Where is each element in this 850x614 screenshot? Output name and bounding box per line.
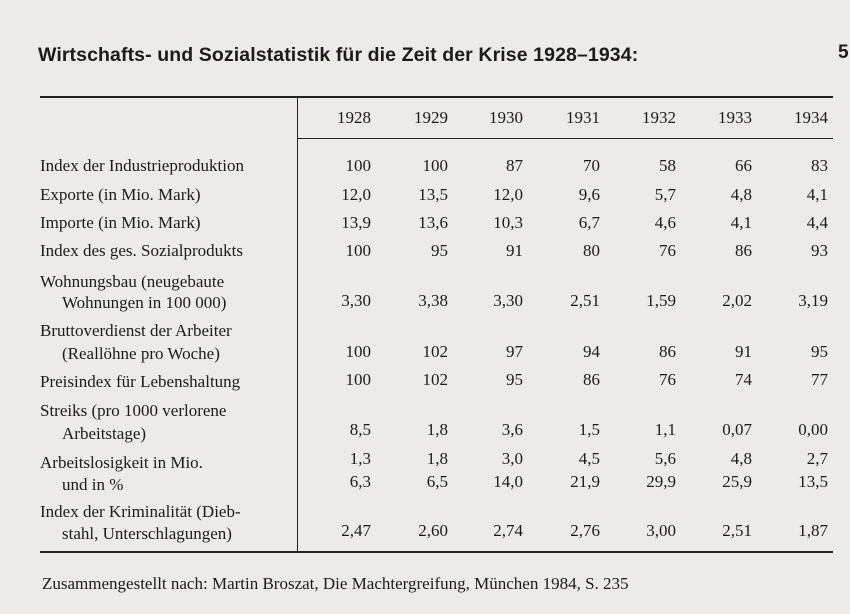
table-cell: 77 xyxy=(811,370,828,389)
row-label: Index der Industrieproduktion xyxy=(40,156,244,175)
table-cell: 2,47 xyxy=(341,521,371,540)
table-cell: 86 xyxy=(659,342,676,361)
table-cell: 13,5 xyxy=(418,185,448,204)
table-cell: 1,59 xyxy=(646,291,676,310)
row-label: (Reallöhne pro Woche) xyxy=(62,344,220,363)
column-header-year: 1932 xyxy=(642,108,676,127)
page-title: Wirtschafts- und Sozialstatistik für die Zeit der Krise 1928–1934: xyxy=(38,44,639,66)
table-cell: 4,8 xyxy=(730,449,752,468)
table-cell: 3,30 xyxy=(493,291,523,310)
table-cell: 3,19 xyxy=(798,291,828,310)
row-label: Index des ges. Sozialprodukts xyxy=(40,241,244,260)
table-cell: 58 xyxy=(659,156,676,175)
table-cell: 4,4 xyxy=(806,213,828,232)
table-cell: 91 xyxy=(506,241,523,260)
row-label: Wohnungsbau (neugebaute xyxy=(40,272,225,291)
table-cell: 14,0 xyxy=(493,472,523,491)
table-cell: 1,8 xyxy=(426,420,448,439)
table-cell: 5,6 xyxy=(654,449,676,468)
table-cell: 1,5 xyxy=(578,420,600,439)
table-cell: 74 xyxy=(735,370,752,389)
table-cell: 100 xyxy=(345,370,371,389)
row-label: und in % xyxy=(62,475,124,494)
table-cell: 3,00 xyxy=(646,521,676,540)
table-cell: 91 xyxy=(735,342,752,361)
table-rule-vertical xyxy=(297,96,298,553)
table-cell: 13,9 xyxy=(341,213,371,232)
table-cell: 12,0 xyxy=(493,185,523,204)
table-cell: 0,07 xyxy=(722,420,752,439)
table-cell: 3,38 xyxy=(418,291,448,310)
table-cell: 76 xyxy=(659,370,676,389)
table-cell: 95 xyxy=(431,241,448,260)
table-cell: 1,8 xyxy=(426,449,448,468)
table-cell: 100 xyxy=(422,156,448,175)
table-cell: 4,5 xyxy=(578,449,600,468)
table-cell: 2,02 xyxy=(722,291,752,310)
row-label: Exporte (in Mio. Mark) xyxy=(40,185,201,204)
page-number: 5 xyxy=(838,42,849,63)
table-cell: 95 xyxy=(506,370,523,389)
table-cell: 87 xyxy=(506,156,523,175)
table-cell: 76 xyxy=(659,241,676,260)
table-cell: 0,00 xyxy=(798,420,828,439)
row-label: stahl, Unterschlagungen) xyxy=(62,524,232,543)
table-cell: 2,74 xyxy=(493,521,523,540)
row-label: Importe (in Mio. Mark) xyxy=(40,213,201,232)
table-cell: 97 xyxy=(506,342,523,361)
row-label: Preisindex für Lebenshaltung xyxy=(40,372,241,391)
table-cell: 3,0 xyxy=(501,449,523,468)
table-cell: 93 xyxy=(811,241,828,260)
table-cell: 100 xyxy=(345,241,371,260)
row-label: Arbeitslosigkeit in Mio. xyxy=(40,453,203,472)
table-cell: 80 xyxy=(583,241,600,260)
table-cell: 1,1 xyxy=(654,420,676,439)
table-cell: 95 xyxy=(811,342,828,361)
row-label: Wohnungen in 100 000) xyxy=(62,293,227,312)
table-cell: 2,51 xyxy=(722,521,752,540)
table-cell: 2,76 xyxy=(570,521,600,540)
table-rule-bottom xyxy=(40,551,833,553)
table-cell: 4,1 xyxy=(730,213,752,232)
row-label: Bruttoverdienst der Arbeiter xyxy=(40,321,232,340)
table-cell: 102 xyxy=(422,342,448,361)
table-cell: 10,3 xyxy=(493,213,523,232)
column-header-year: 1931 xyxy=(566,108,600,127)
column-header-year: 1930 xyxy=(489,108,523,127)
table-cell: 86 xyxy=(583,370,600,389)
table-cell: 9,6 xyxy=(578,185,600,204)
column-header-year: 1934 xyxy=(794,108,828,127)
table-cell: 4,6 xyxy=(654,213,676,232)
table-cell: 70 xyxy=(583,156,600,175)
source-note: Zusammengestellt nach: Martin Broszat, Die Machtergreifung, München 1984, S. 235 xyxy=(42,574,629,593)
table-cell: 5,7 xyxy=(654,185,676,204)
table-cell: 83 xyxy=(811,156,828,175)
table-cell: 6,5 xyxy=(426,472,448,491)
row-label: Arbeitstage) xyxy=(62,424,147,443)
column-header-year: 1928 xyxy=(337,108,371,127)
table-cell: 13,5 xyxy=(798,472,828,491)
table-cell: 2,60 xyxy=(418,521,448,540)
table-rule-header xyxy=(298,138,833,139)
column-header-year: 1933 xyxy=(718,108,752,127)
table-cell: 100 xyxy=(345,156,371,175)
table-cell: 1,3 xyxy=(349,449,371,468)
table-cell: 13,6 xyxy=(418,213,448,232)
column-header-year: 1929 xyxy=(414,108,448,127)
table-cell: 2,51 xyxy=(570,291,600,310)
row-label: Index der Kriminalität (Dieb- xyxy=(40,502,241,521)
table-cell: 29,9 xyxy=(646,472,676,491)
table-cell: 12,0 xyxy=(341,185,371,204)
table-cell: 6,7 xyxy=(578,213,600,232)
table-cell: 4,8 xyxy=(730,185,752,204)
table-cell: 6,3 xyxy=(349,472,371,491)
table-rule-top xyxy=(40,96,833,98)
table-cell: 86 xyxy=(735,241,752,260)
table-cell: 2,7 xyxy=(806,449,828,468)
table-cell: 1,87 xyxy=(798,521,828,540)
table-cell: 21,9 xyxy=(570,472,600,491)
table-cell: 4,1 xyxy=(806,185,828,204)
table-cell: 3,30 xyxy=(341,291,371,310)
table-cell: 94 xyxy=(583,342,600,361)
table-cell: 8,5 xyxy=(349,420,371,439)
table-cell: 66 xyxy=(735,156,752,175)
table-cell: 25,9 xyxy=(722,472,752,491)
table-cell: 100 xyxy=(345,342,371,361)
table-cell: 3,6 xyxy=(501,420,523,439)
table-cell: 102 xyxy=(422,370,448,389)
row-label: Streiks (pro 1000 verlorene xyxy=(40,401,227,420)
